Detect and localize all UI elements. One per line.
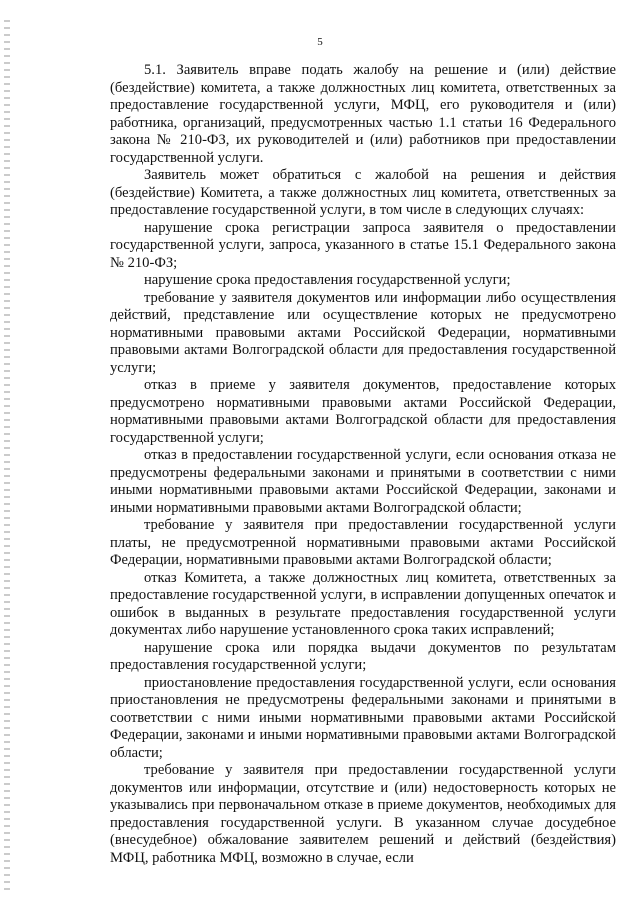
paragraph-case-document-refusal: отказ в приеме у заявителя документов, предоставление которых предусмотрено нормативными правовыми актами Российской Федерации, нормативными правовыми актами Волгоградской области для предоставления государственной услуги;	[110, 377, 616, 446]
paragraph-case-missing-info: требование у заявителя при предоставлении государственной услуги документов или информации, отсутствие и (или) недостоверность которых не указывались при первоначальном отказе в приеме документов, необходимых для предоставления государственной услуги. В указанном случае досудебное (внесудебное) обжалование заявителем решений и действий (бездействия) МФЦ, работника МФЦ, возможно в случае, если	[110, 762, 616, 866]
paragraph-case-extra-documents: требование у заявителя документов или информации либо осуществления действий, представление или осуществление которых не предусмотрено нормативными правовыми актами Российской Федерации, нормативными правовыми актами Волгоградской области для предоставления государственной услуги;	[110, 289, 616, 376]
paragraph-case-correction-refusal: отказ Комитета, а также должностных лиц комитета, ответственных за предоставление государственной услуги, в исправлении допущенных опечаток и ошибок в выданных в результате предоставления государственной услуги документах либо нарушение установленного срока таких исправлений;	[110, 569, 616, 638]
paragraph-complaint-cases-intro: Заявитель может обратиться с жалобой на решения и действия (бездействие) Комитета, а также должностных лиц комитета, ответственных за предоставление государственной услуги, в том числе в следующих случаях:	[110, 167, 616, 218]
document-body	[110, 62, 616, 867]
paragraph-case-delivery-order: нарушение срока или порядка выдачи документов по результатам предоставления государственной услуги;	[110, 639, 616, 673]
page-number: 5	[317, 36, 323, 48]
paragraph-case-service-deadline: нарушение срока предоставления государственной услуги;	[144, 272, 511, 288]
paragraph-5-1: 5.1. Заявитель вправе подать жалобу на решение и (или) действие (бездействие) комитета, а также должностных лиц комитета, ответственных за предоставление государственной услуги, МФЦ, его руководителя и (или) работника, организаций, предусмотренных частью 1.1 статьи 16 Федерального закона № 210-ФЗ, их руководителей и (или) работников при предоставлении государственной услуги.	[110, 62, 616, 166]
paragraph-case-suspension: приостановление предоставления государственной услуги, если основания приостановления не предусмотрены федеральными законами и принятыми в соответствии с ними иными нормативными правовыми актами Российской Федерации, законами и иными нормативными правовыми актами Волгоградской области;	[110, 674, 616, 761]
paragraph-case-service-refusal: отказ в предоставлении государственной услуги, если основания отказа не предусмотрены федеральными законами и принятыми в соответствии с ними иными нормативными правовыми актами Российской Федерации, законами и иными нормативными правовыми актами Волгоградской области;	[110, 447, 616, 516]
paragraph-case-registration-deadline: нарушение срока регистрации запроса заявителя о предоставлении государственной услуги, запроса, указанного в статье 15.1 Федерального закона № 210-ФЗ;	[110, 219, 616, 271]
scan-margin-marks	[4, 20, 10, 890]
paragraph-case-unlawful-fee: требование у заявителя при предоставлении государственной услуги платы, не предусмотренной нормативными правовыми актами Российской Федерации, нормативными правовыми актами Волгоградской области;	[110, 517, 616, 568]
